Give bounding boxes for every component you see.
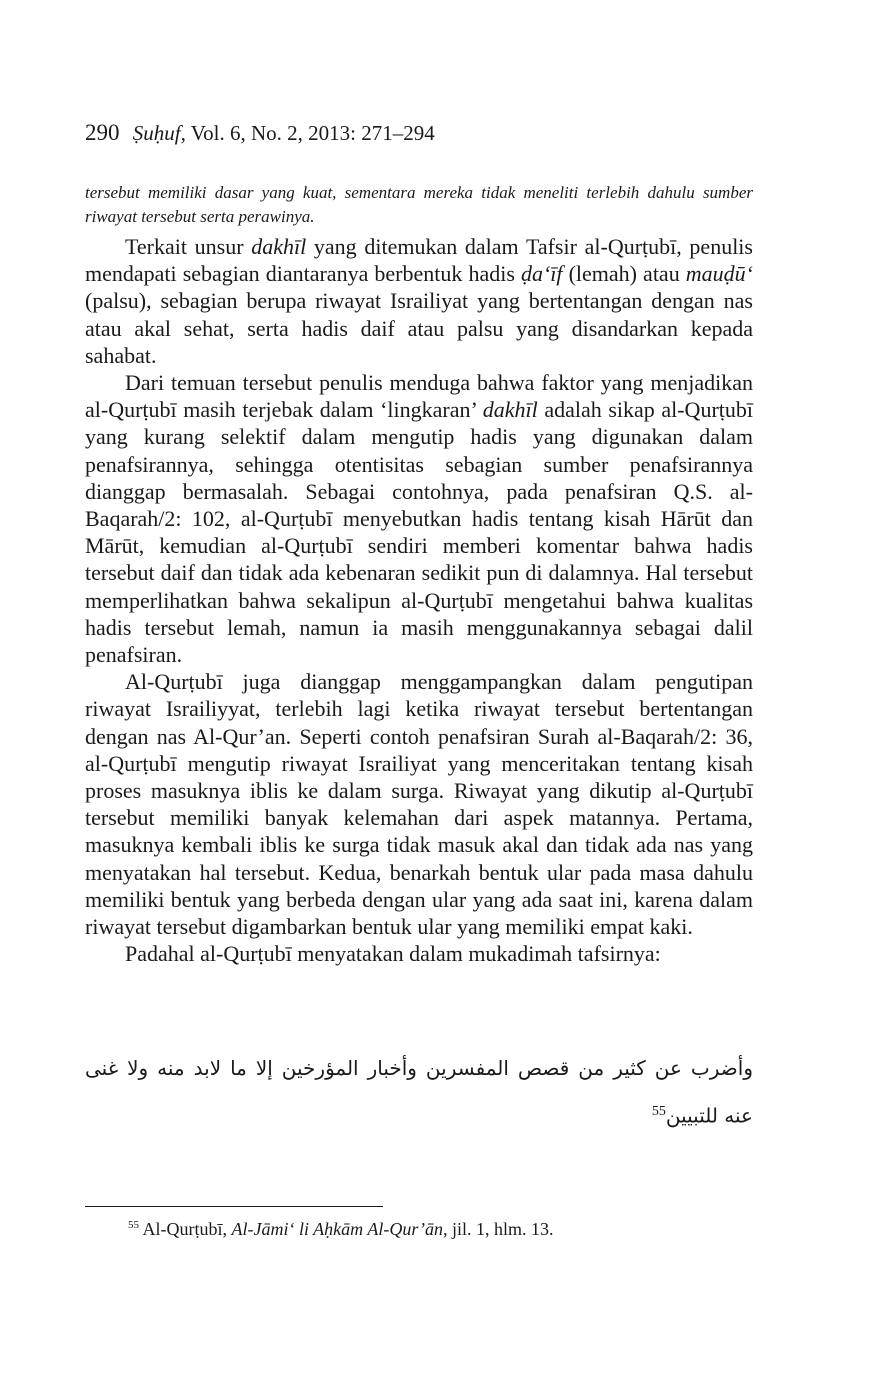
term-dakhil: dakhīl [251, 234, 307, 259]
arabic-quote [85, 1046, 753, 1138]
footnote [128, 1219, 554, 1240]
paragraph-2 [85, 369, 753, 668]
term-maudu: mauḍū‘ [685, 261, 753, 287]
body-text [85, 181, 753, 967]
paragraph-1-text-2: yang ditemukan dalam Tafsir al-Qurṭubī, penulis mendapati sebagian diantaranya berbentuk hadis [85, 234, 753, 287]
footnote-location: jil. 1, hlm. 13. [451, 1219, 554, 1239]
paragraph-2-text-1: Dari temuan tersebut penulis menduga bahwa faktor yang menjadikan al-Qurṭubī masih terjebak dalam ‘lingkaran’ [85, 370, 753, 423]
paragraph-3: Al-Qurṭubī juga dianggap menggampangkan dalam pengutipan riwayat Israiliyyat, terlebih lagi ketika riwayat tersebut bertentangan dengan nas Al-Qur’an. Seperti contoh penafsiran Surah al-Baqarah/2: 36, al-Qurṭubī mengutip riwayat Israiliyat yang menceritakan tentang kisah proses masuknya iblis ke dalam surga. Riwayat yang dikutip al-Qurṭubī tersebut memiliki banyak kelemahan dari aspek matannya. Pertama, masuknya kembali iblis ke surga tidak masuk akal dan tidak ada nas yang menyatakan hal tersebut. Kedua, benarkah bentuk ular pada masa dahulu memiliki bentuk yang berbeda dengan ular yang ada saat ini, karena dalam riwayat tersebut digambarkan bentuk ular yang memiliki empat kaki. [85, 669, 753, 940]
footnote-reference: 55 [651, 1104, 666, 1119]
continued-paragraph: tersebut memiliki dasar yang kuat, sementara mereka tidak meneliti terlebih dahulu sumber riwayat tersebut serta perawinya. [85, 183, 753, 226]
footnote-author: Al-Qurṭubī, [142, 1219, 228, 1239]
paragraph-1-text-3: (lemah) atau [562, 261, 686, 287]
arabic-quote-text: وأضرب عن كثير من قصص المفسرين وأخبار المؤرخين إلا ما لابد منه ولا غنى عنه للتبيين [85, 1056, 753, 1128]
journal-citation: Vol. 6, No. 2, 2013: 271–294 [190, 121, 435, 145]
footnote-divider [85, 1206, 383, 1207]
paragraph-1-text-4: (palsu), sebagian berupa riwayat Israiliyat yang bertentangan dengan nas atau akal sehat, serta hadis daif atau palsu yang disandarkan kepada sahabat. [85, 288, 753, 368]
paragraph-1 [85, 233, 753, 369]
page-number: 290 [85, 120, 120, 145]
paragraph-2-text-2: adalah sikap al-Qurṭubī yang kurang selektif dalam mengutip hadis yang digunakan dalam penafsirannya, sehingga otentisitas sebagian sumber penafsirannya dianggap bermasalah. Sebagai contohnya, pada penafsiran Q.S. al-Baqarah/2: 102, al-Qurṭubī menyebutkan hadis tentang kisah Hārūt dan Mārūt, kemudian al-Qurṭubī sendiri memberi komentar bahwa hadis tersebut daif dan tidak ada kebenaran sedikit pun di dalamnya. Hal tersebut memperlihatkan bahwa sekalipun al-Qurṭubī mengetahui bahwa kualitas hadis tersebut lemah, namun ia masih menggunakannya sebagai dalil penafsiran. [85, 397, 753, 668]
term-daif: ḍa‘īf [520, 261, 563, 287]
term-dakhil: dakhīl [482, 397, 538, 423]
journal-title: Ṣuḥuf, [132, 121, 186, 145]
footnote-book-title: Al-Jāmi‘ li Aḥkām Al-Qur’ān, [231, 1219, 448, 1239]
paragraph-4: Padahal al-Qurṭubī menyatakan dalam mukadimah tafsirnya: [125, 941, 661, 967]
footnote-number: 55 [128, 1219, 139, 1231]
running-header [85, 120, 435, 146]
paragraph-1-text-1: Terkait unsur [125, 234, 252, 259]
